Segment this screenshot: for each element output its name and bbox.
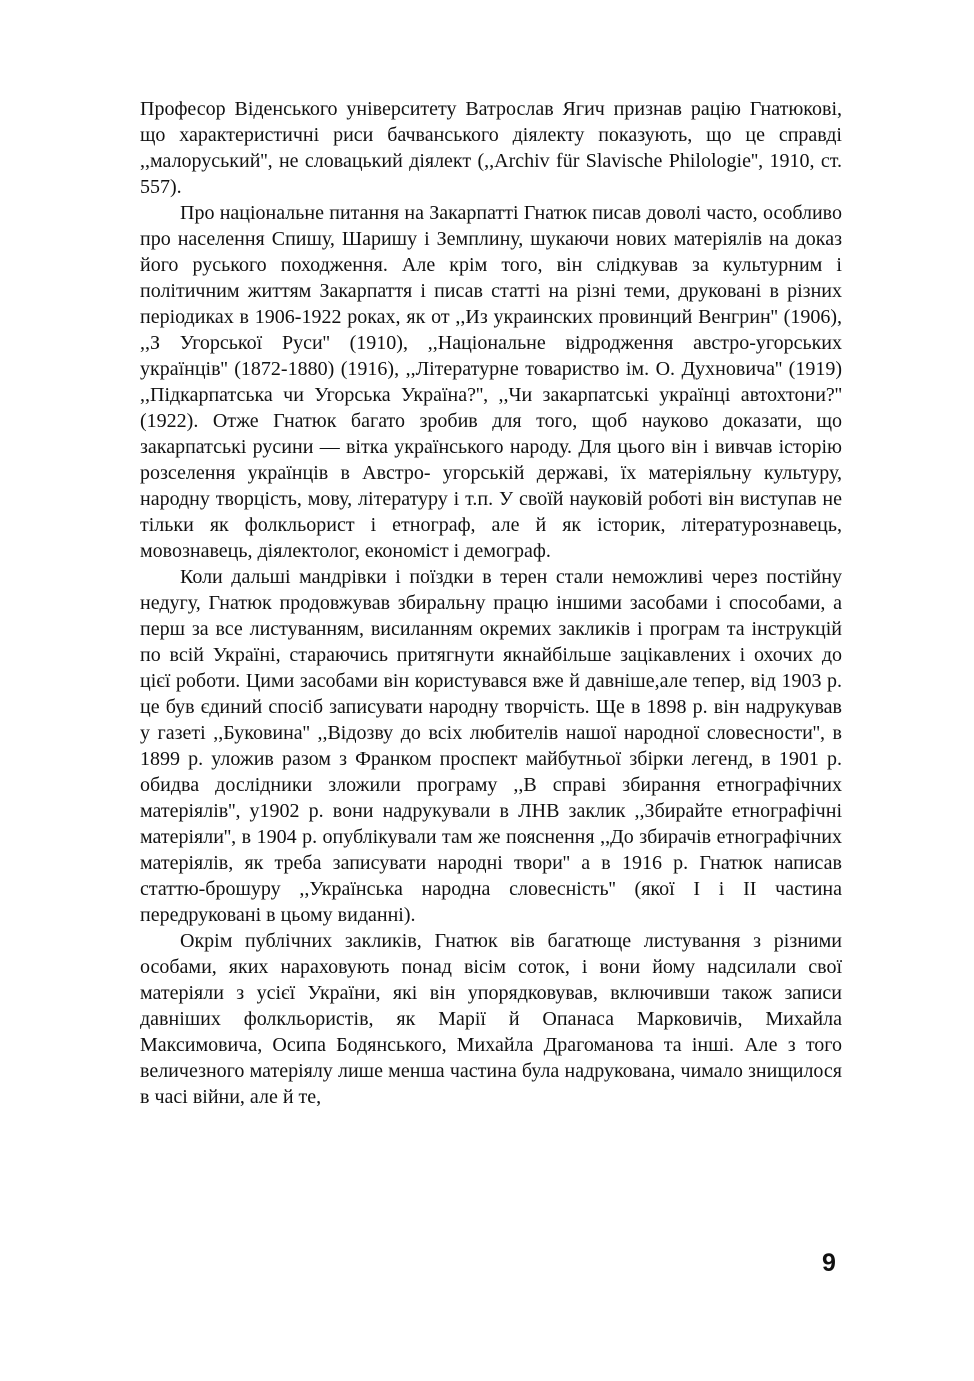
paragraph-1: Професор Віденського університету Ватрослав Ягич признав рацію Гнатюкові, що характеристичні риси бачванського діялекту показують, що це справді ,,малоруський'', не словацький діялект (,,Archiv für Slavische Philologie'', 1910, ст. 557). <box>140 98 842 198</box>
page-number: 9 <box>822 1249 836 1277</box>
paragraph-2: Про національне питання на Закарпатті Гнатюк писав доволі часто, особливо про населення Спишу, Шаришу і Земплину, шукаючи нових матеріялів на доказ його руського походження. Але крім того, він слідкував за культурним і політичним життям Закарпаття і писав статті на різні теми, друковані в різних періодиках в 1906-1922 роках, як от ,,Из украинских провинций Венгрин'' (1906), ,,З Угорської Руси'' (1910), ,,Національне відродження австро-угорських українців'' (1872-1880) (1916), ,,Літературне товариство ім. О. Духновича'' (1919) ,,Підкарпатська чи Угорська Україна?'', ,,Чи закарпатські українці автохтони?'' (1922). Отже Гнатюк багато зробив для того, щоб науково доказати, що закарпатські русини — вітка українського народу. Для цього він і вивчав історію розселення українців в Австро- угорській державі, їх матеріяльну культуру, народну творцість, мову, літературу і т.п. У своїй науковій роботі він виступав не тільки як фолкльорист і етнограф, але й як історик, літературознавець, мовознавець, діялектолог, економіст і демограф. <box>140 202 842 562</box>
paragraph-3: Коли дальші мандрівки і поїздки в терен стали неможливі через постійну недугу, Гнатюк продовжував збиральну працю іншими засобами і способами, а перш за все листуванням, висиланням окремих закликів і програм та інструкцій по всій Україні, стараючись притягнути якнайбільше зацікавлених і охочих до цієї роботи. Цими засобами він користувався вже й давніше,але тепер, від 1903 р. це був єдиний спосіб записувати народну творчість. Ще в 1898 р. він надрукував у газеті ,,Буковина'' ,,Відозву до всіх любителів нашої народної словесности'', в 1899 р. уложив разом з Франком проспект майбутньої збірки легенд, в 1901 р. обидва дослідники зложили програму ,,В справі збирання етнографічних матеріялів'', у1902 р. вони надрукували в ЛНВ заклик ,,Збирайте етнографічні матеріяли'', в 1904 р. опублікували там же пояснення ,,До збирачів етнографічних матеріялів, як треба записувати народні твори'' а в 1916 р. Гнатюк написав статтю-брошуру ,,Українська народна словесність'' (якої І і II частина передруковані в цьому виданні). <box>140 566 842 926</box>
page-body <box>140 96 842 1110</box>
paragraph-4: Окрім публічних закликів, Гнатюк вів багатюще листування з різними особами, яких нараховують понад вісім соток, і вони йому надсилали свої матеріяли з усієї України, які він упорядковував, включивши також записи давніших фолкльористів, як Марії й Опанаса Марковичів, Михайла Максимовича, Осипа Бодянського, Михайла Драгоманова та інші. Але з того величезного матеріялу лише менша частина була надрукована, чимало знищилося в часі війни, але й те, <box>140 930 842 1108</box>
